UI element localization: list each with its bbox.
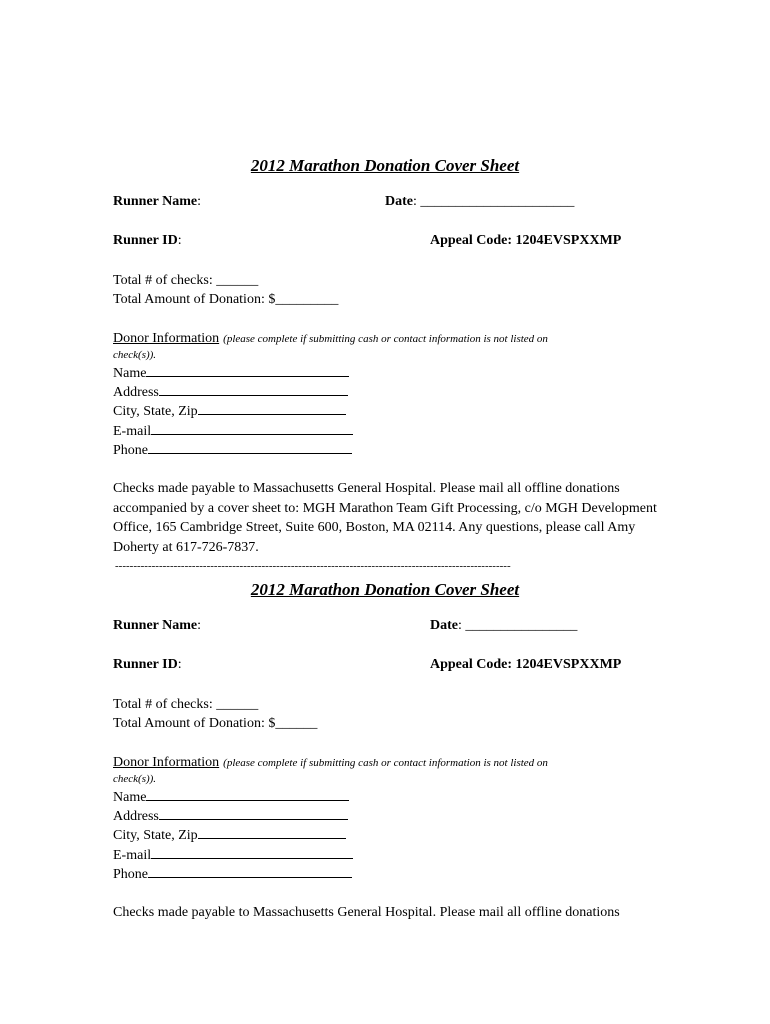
- runner-id-label: Runner ID:: [113, 233, 182, 248]
- date-label: Date: ______________________: [385, 194, 575, 209]
- donor-info-note-continued: check(s)).: [113, 349, 157, 361]
- donor-email-field[interactable]: E-mail: [113, 421, 353, 442]
- runner-id-label-2: Runner ID:: [113, 657, 182, 672]
- donor-name-field-2[interactable]: Name: [113, 787, 349, 808]
- donor-email-field-2[interactable]: E-mail: [113, 845, 353, 866]
- donor-name-field[interactable]: Name: [113, 363, 349, 384]
- donor-info-note: (please complete if submitting cash or contact information is not listed on: [223, 333, 548, 345]
- donor-city-field-2[interactable]: City, State, Zip: [113, 825, 346, 846]
- donor-info-heading-2: Donor Information: [113, 755, 220, 770]
- donor-info-note-continued-2: check(s)).: [113, 773, 157, 785]
- appeal-code-label: Appeal Code: 1204EVSPXXMP: [430, 233, 622, 248]
- date-label-2: Date: ________________: [430, 618, 578, 633]
- mailing-instructions: Checks made payable to Massachusetts General Hospital. Please mail all offline donations accompanied by a cover sheet to: MGH Marathon Team Gift Processing, c/o MGH Development Office, 165 Cambridge Street, Suite 600, Boston, MA 02114. Any questions, please call Amy Doherty at 617-726-7837.: [113, 481, 657, 555]
- runner-name-label-2: Runner Name:: [113, 618, 202, 633]
- mailing-instructions-2: Checks made payable to Massachusetts General Hospital. Please mail all offline donations: [113, 905, 620, 920]
- appeal-code-label-2: Appeal Code: 1204EVSPXXMP: [430, 657, 622, 672]
- cut-line-divider: ------------------------------------------------------------------------------------------------------------: [115, 560, 511, 572]
- donation-amount-label: Total Amount of Donation: $_________: [113, 292, 339, 307]
- donor-address-field-2[interactable]: Address: [113, 806, 348, 827]
- donor-phone-field-2[interactable]: Phone: [113, 864, 352, 885]
- donor-info-note-2: (please complete if submitting cash or contact information is not listed on: [223, 757, 548, 769]
- donor-phone-field[interactable]: Phone: [113, 440, 352, 461]
- checks-count-label-2: Total # of checks: ______: [113, 697, 259, 712]
- runner-name-label: Runner Name:: [113, 194, 202, 209]
- donor-city-field[interactable]: City, State, Zip: [113, 401, 346, 422]
- section-2-title: 2012 Marathon Donation Cover Sheet: [250, 580, 520, 599]
- donor-info-header-2: [113, 753, 548, 773]
- donor-info-header: [113, 329, 548, 349]
- donation-amount-label-2: Total Amount of Donation: $______: [113, 716, 318, 731]
- checks-count-label: Total # of checks: ______: [113, 273, 259, 288]
- section-1-title: 2012 Marathon Donation Cover Sheet: [250, 156, 520, 175]
- donor-address-field[interactable]: Address: [113, 382, 348, 403]
- donor-info-heading: Donor Information: [113, 331, 220, 346]
